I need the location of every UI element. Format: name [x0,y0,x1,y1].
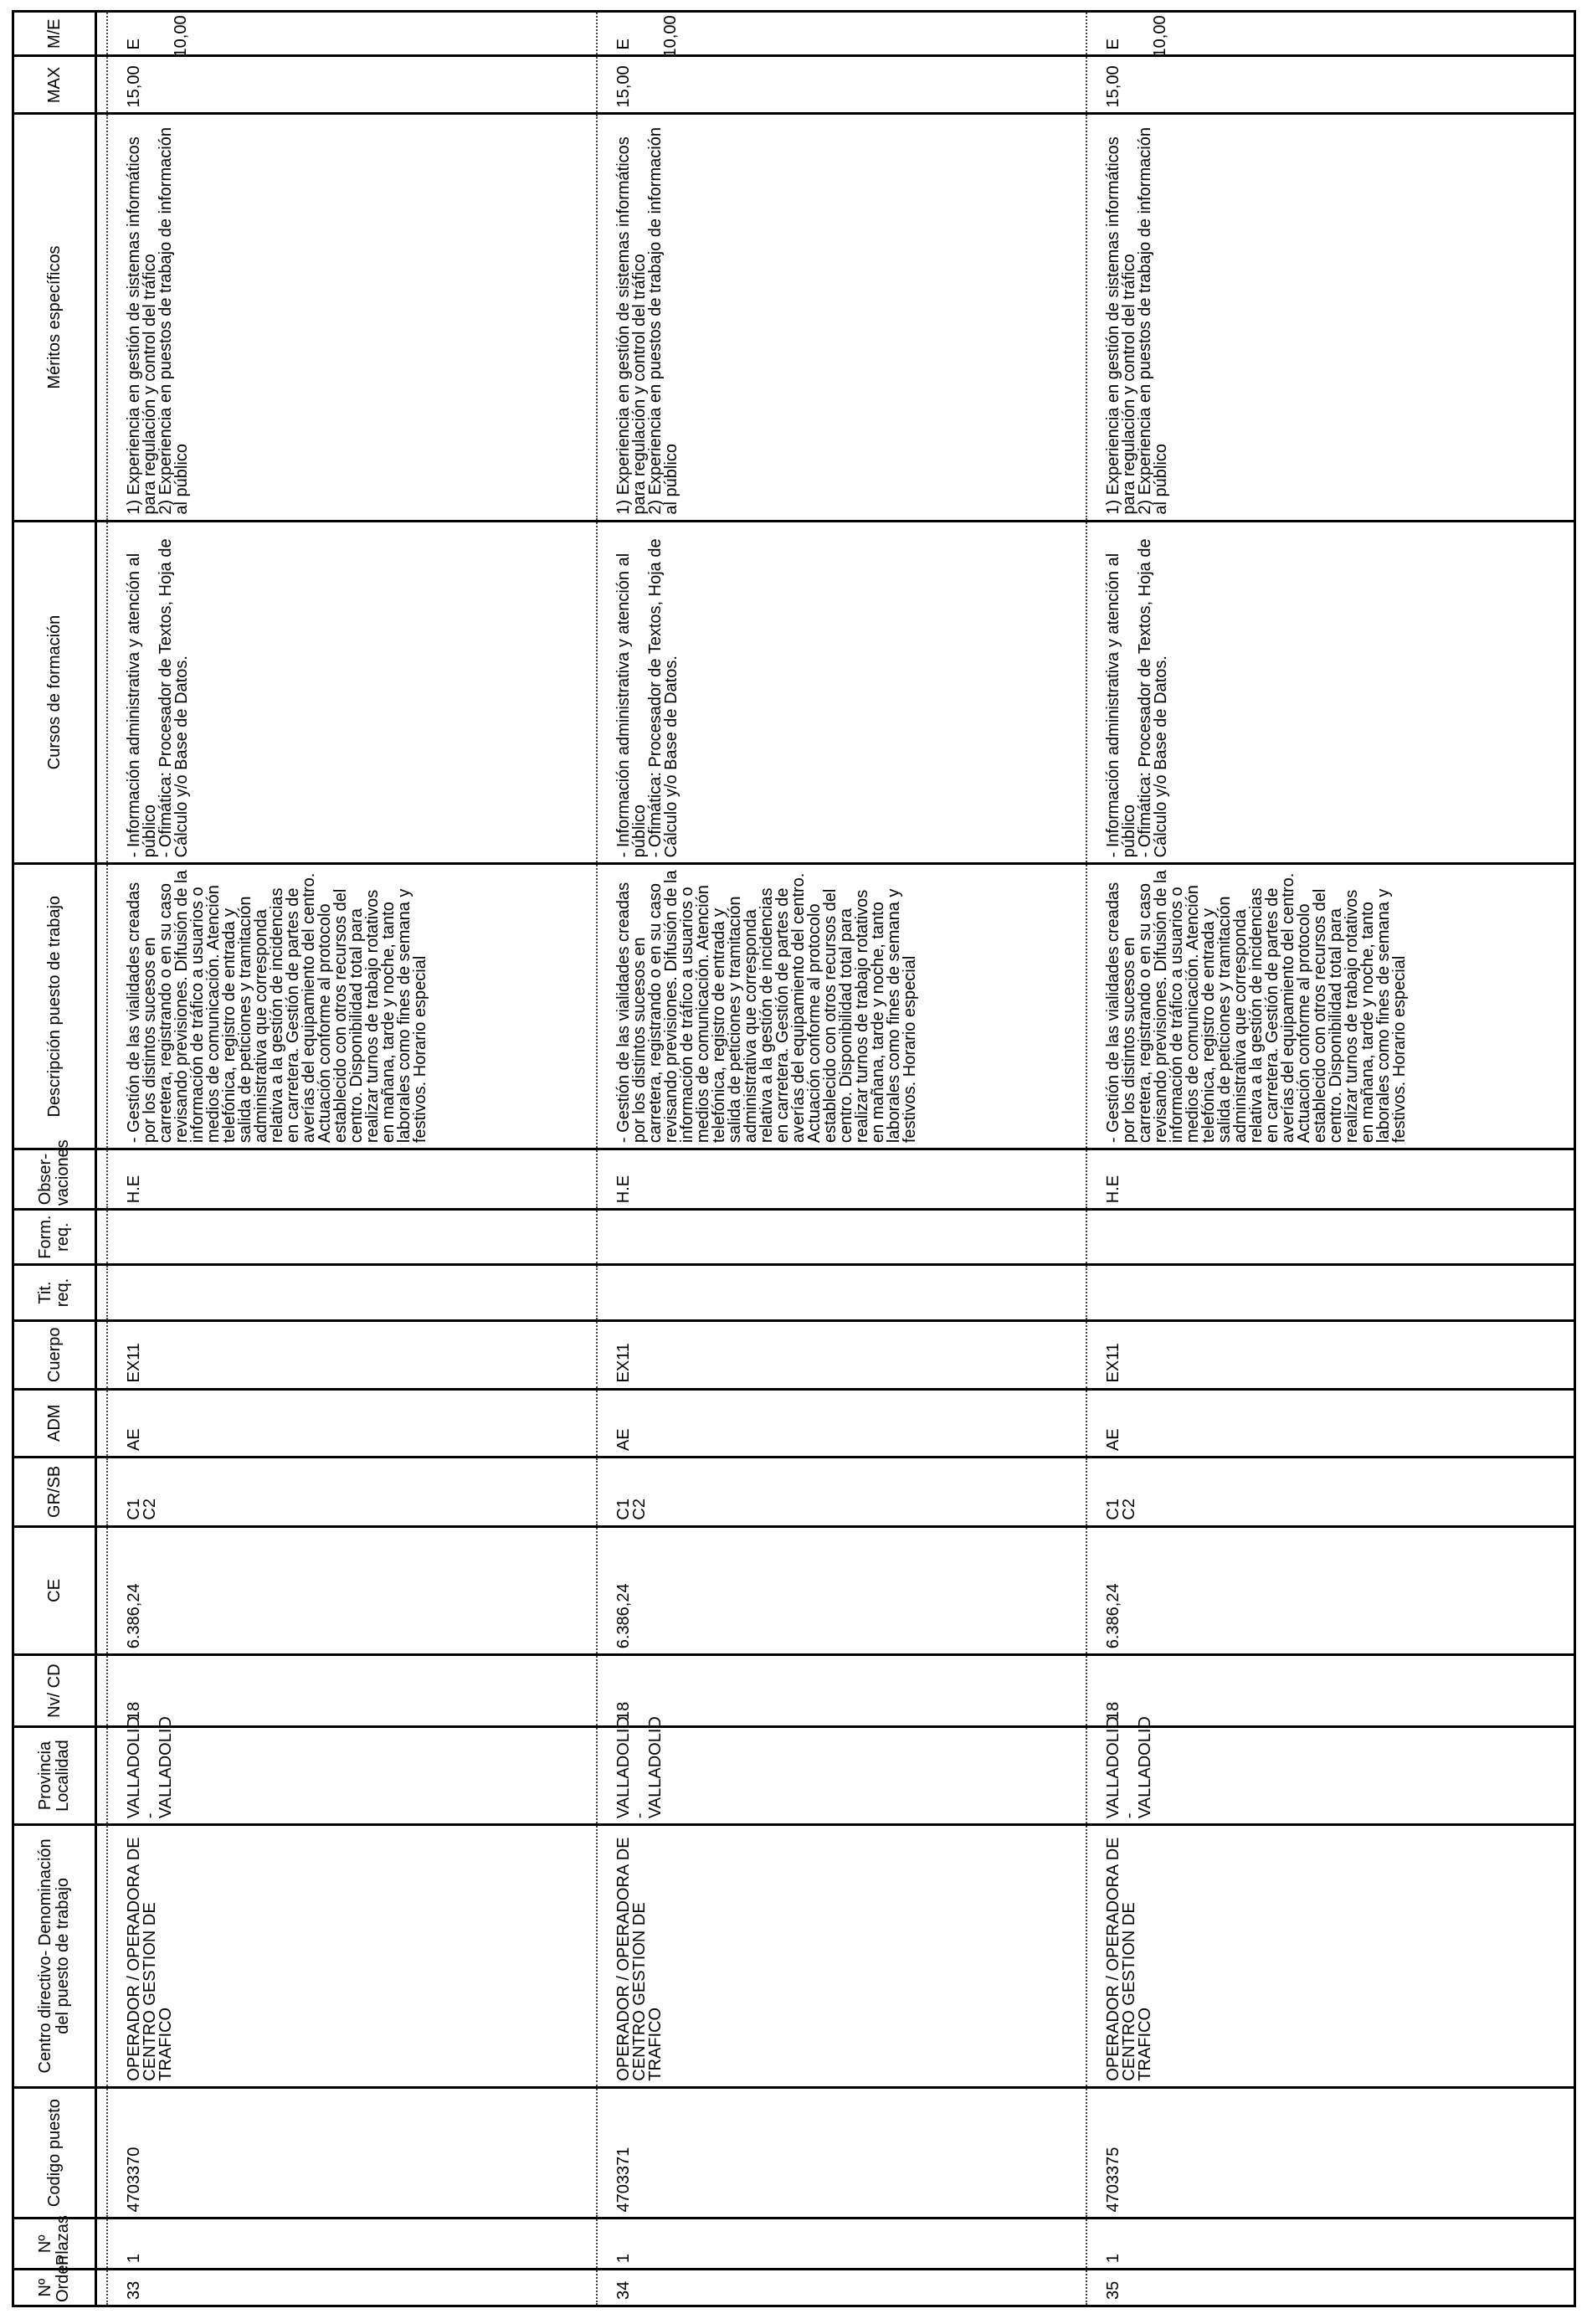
codigo-cell: 4703375 [1086,2087,1575,2219]
grupo-cell [1086,1458,1575,1527]
header-descripcion: Descripción puesto de trabajo [13,864,96,1149]
max-cell [597,15,1086,114]
merito-line: 2) Experiencia en puestos de trabajo de información al público [157,127,192,515]
cursos-cell [597,521,1086,864]
grupo-line: C1 [125,1499,144,1520]
grupo-line: C2 [141,1499,160,1520]
header-codigo: Codigo puesto [13,2087,96,2219]
grupo-line: C2 [630,1499,650,1520]
max-value: 10,00 [1151,15,1170,58]
provincia-cell: VALLADOLID - VALLADOLID [107,1727,597,1825]
header-row [13,12,96,2306]
header-centro: Centro directivo- Denominación del puesto de trabajo [13,1825,96,2088]
merito-line: 2) Experiencia en puestos de trabajo de información al público [646,127,681,515]
observaciones-cell: H.E [597,1149,1086,1210]
header-orden: Nº Orden [13,2270,96,2306]
curso-line: - Ofimática: Procesador de Textos, Hoja de Cálculo y/o Base de Datos. [1136,538,1171,858]
plazas-cell: 1 [597,2219,1086,2270]
descripcion-cell: - Gestión de las vialidades creadas por los distintos sucesos en carretera, registrando o en su caso revisando previsiones. Difusión de la información de tráfico a usuarios o medios de comunicación. Atención telefónica, registro de entrada y salida de peticiones y tramitación administrativa que corresponda relativa a la gestión de incidencias en carretera. Gestión de partes de averías del equipamiento del centro. Actuación conforme al protocolo establecido con otros recursos del centro. Disponibilidad total para realizar turnos de trabajo rotativos en mañana, tarde y noche, tanto laborales como fines de semana y festivos. Horario especial [107,864,597,1149]
job-positions-table [12,10,1575,2307]
denominacion-cell: OPERADOR / OPERADORA DE CENTRO GESTION DE TRAFICO [597,1825,1086,2088]
adm-cell: AE [107,1389,597,1458]
nivel-cell: 18 [107,1655,597,1727]
orden-cell: 33 [107,2270,597,2306]
header-provincia: Provincia Localidad [13,1727,96,1825]
meritos-cell [107,114,597,521]
plazas-cell: 1 [1086,2219,1575,2270]
header-meritos: Méritos específicos [13,114,96,521]
curso-line: - Información administrativa y atención al público [614,553,650,858]
header-ce: CE [13,1526,96,1655]
denominacion-cell: OPERADOR / OPERADORA DE CENTRO GESTION DE TRAFICO [107,1825,597,2088]
header-adm: ADM [13,1389,96,1458]
header-me: M/E [13,12,96,56]
max-cell [107,15,597,114]
merito-line: 1) Experiencia en gestión de sistemas informáticos para regulación y control del tráfico [125,136,160,515]
merito-line: 1) Experiencia en gestión de sistemas informáticos para regulación y control del tráfico [1104,136,1139,515]
denominacion-cell: OPERADOR / OPERADORA DE CENTRO GESTION DE TRAFICO [1086,1825,1575,2088]
grupo-cell [107,1458,597,1527]
titulacion-cell [597,1265,1086,1321]
plazas-cell: 1 [107,2219,597,2270]
grupo-cell [597,1458,1086,1527]
top-dotted-rule [96,12,108,2306]
me-cell: E [597,12,1086,56]
header-formacion: Form. req. [13,1210,96,1265]
codigo-cell: 4703370 [107,2087,597,2219]
cuerpo-cell: EX11 [1086,1320,1575,1389]
grupo-line: C1 [1104,1499,1123,1520]
curso-line: - Ofimática: Procesador de Textos, Hoja de Cálculo y/o Base de Datos. [157,538,192,858]
cuerpo-cell: EX11 [597,1320,1086,1389]
orden-cell: 35 [1086,2270,1575,2306]
curso-line: - Información administrativa y atención al público [125,553,160,858]
meritos-cell [597,114,1086,521]
curso-line: - Ofimática: Procesador de Textos, Hoja de Cálculo y/o Base de Datos. [646,538,681,858]
formacion-cell [107,1210,597,1265]
me-cell: E [1086,12,1575,56]
table-row [1086,12,1575,2306]
observaciones-cell: H.E [1086,1149,1575,1210]
header-plazas: Nº Plazas [13,2219,96,2270]
max-value: 15,00 [614,65,634,108]
max-value: 10,00 [661,15,680,58]
header-max: MAX [13,56,96,114]
merito-line: 1) Experiencia en gestión de sistemas informáticos para regulación y control del tráfico [614,136,650,515]
me-cell: E [107,12,597,56]
provincia-cell: VALLADOLID - VALLADOLID [1086,1727,1575,1825]
ce-cell: 6.386,24 [107,1526,597,1655]
table-row [597,12,1086,2306]
max-value: 10,00 [172,15,191,58]
formacion-cell [1086,1210,1575,1265]
descripcion-cell: - Gestión de las vialidades creadas por los distintos sucesos en carretera, registrando o en su caso revisando previsiones. Difusión de la información de tráfico a usuarios o medios de comunicación. Atención telefónica, registro de entrada y salida de peticiones y tramitación administrativa que corresponda relativa a la gestión de incidencias en carretera. Gestión de partes de averías del equipamiento del centro. Actuación conforme al protocolo establecido con otros recursos del centro. Disponibilidad total para realizar turnos de trabajo rotativos en mañana, tarde y noche, tanto laborales como fines de semana y festivos. Horario especial [597,864,1086,1149]
titulacion-cell [1086,1265,1575,1321]
cursos-cell [1086,521,1575,864]
header-observaciones: Obser- vaciones [13,1149,96,1210]
table-bottom-border [1574,10,1576,2307]
header-titulacion: Tit. req. [13,1265,96,1321]
header-cursos: Cursos de formación [13,521,96,864]
adm-cell: AE [1086,1389,1575,1458]
merito-line: 2) Experiencia en puestos de trabajo de información al público [1136,127,1171,515]
nivel-cell: 18 [1086,1655,1575,1727]
max-value: 15,00 [125,65,144,108]
table-row [107,12,597,2306]
observaciones-cell: H.E [107,1149,597,1210]
orden-cell: 34 [597,2270,1086,2306]
meritos-cell [1086,114,1575,521]
header-grupo: GR/SB [13,1458,96,1527]
max-value: 15,00 [1104,65,1123,108]
titulacion-cell [107,1265,597,1321]
grupo-line: C1 [614,1499,634,1520]
header-cuerpo: Cuerpo [13,1320,96,1389]
curso-line: - Información administrativa y atención al público [1104,553,1139,858]
descripcion-cell: - Gestión de las vialidades creadas por los distintos sucesos en carretera, registrando o en su caso revisando previsiones. Difusión de la información de tráfico a usuarios o medios de comunicación. Atención telefónica, registro de entrada y salida de peticiones y tramitación administrativa que corresponda relativa a la gestión de incidencias en carretera. Gestión de partes de averías del equipamiento del centro. Actuación conforme al protocolo establecido con otros recursos del centro. Disponibilidad total para realizar turnos de trabajo rotativos en mañana, tarde y noche, tanto laborales como fines de semana y festivos. Horario especial [1086,864,1575,1149]
provincia-cell: VALLADOLID - VALLADOLID [597,1727,1086,1825]
nivel-cell: 18 [597,1655,1086,1727]
ce-cell: 6.386,24 [1086,1526,1575,1655]
adm-cell: AE [597,1389,1086,1458]
grupo-line: C2 [1120,1499,1139,1520]
cursos-cell [107,521,597,864]
formacion-cell [597,1210,1086,1265]
max-cell [1086,15,1575,114]
header-nivel: Nv/ CD [13,1655,96,1727]
ce-cell: 6.386,24 [597,1526,1086,1655]
cuerpo-cell: EX11 [107,1320,597,1389]
codigo-cell: 4703371 [597,2087,1086,2219]
